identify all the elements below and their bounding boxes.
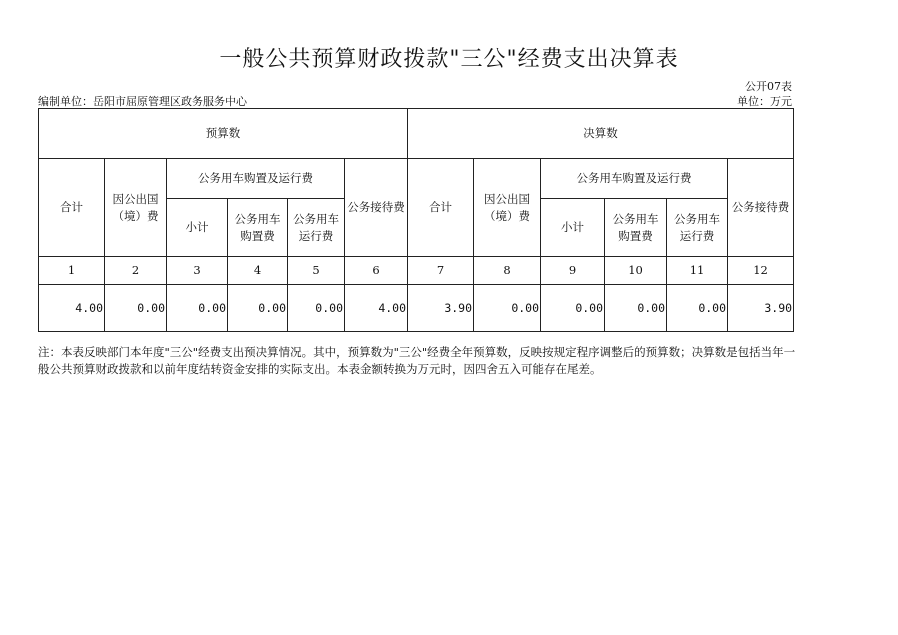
header-subtotal: 小计 [541, 199, 605, 257]
index-cell: 1 [39, 257, 105, 285]
value-cell: 0.00 [474, 285, 541, 332]
index-cell: 4 [228, 257, 288, 285]
index-cell: 5 [288, 257, 345, 285]
index-row [39, 257, 794, 285]
unit-label: 单位：万元 [737, 95, 792, 108]
index-cell: 7 [408, 257, 474, 285]
value-cell: 0.00 [541, 285, 605, 332]
index-cell: 6 [345, 257, 408, 285]
index-cell: 3 [167, 257, 228, 285]
header-vehicle-operation: 公务用车运行费 [667, 199, 728, 257]
value-cell: 0.00 [167, 285, 228, 332]
index-cell: 11 [667, 257, 728, 285]
value-cell: 0.00 [288, 285, 345, 332]
header-abroad: 因公出国（境）费 [105, 159, 167, 257]
value-cell: 3.90 [728, 285, 794, 332]
header-total: 合计 [408, 159, 474, 257]
header-vehicle-group: 公务用车购置及运行费 [541, 159, 728, 199]
header-vehicle-purchase: 公务用车购置费 [228, 199, 288, 257]
value-cell: 0.00 [228, 285, 288, 332]
header-reception: 公务接待费 [345, 159, 408, 257]
org-label: 编制单位：岳阳市屈原管理区政务服务中心 [38, 95, 247, 108]
header-vehicle-group: 公务用车购置及运行费 [167, 159, 345, 199]
page-title: 一般公共预算财政拨款"三公"经费支出决算表 [219, 47, 679, 72]
expenditure-table [38, 108, 794, 332]
header-vehicle-purchase: 公务用车购置费 [605, 199, 667, 257]
value-cell: 0.00 [605, 285, 667, 332]
form-code: 公开07表 [745, 80, 792, 93]
header-reception: 公务接待费 [728, 159, 794, 257]
value-cell: 4.00 [39, 285, 105, 332]
group-final: 决算数 [408, 109, 794, 159]
index-cell: 8 [474, 257, 541, 285]
value-row [39, 285, 794, 332]
column-header-row-1 [39, 159, 794, 199]
value-cell: 4.00 [345, 285, 408, 332]
header-abroad: 因公出国（境）费 [474, 159, 541, 257]
index-cell: 12 [728, 257, 794, 285]
value-cell: 0.00 [667, 285, 728, 332]
index-cell: 2 [105, 257, 167, 285]
index-cell: 10 [605, 257, 667, 285]
index-cell: 9 [541, 257, 605, 285]
value-cell: 3.90 [408, 285, 474, 332]
value-cell: 0.00 [105, 285, 167, 332]
group-budget: 预算数 [39, 109, 408, 159]
header-vehicle-operation: 公务用车运行费 [288, 199, 345, 257]
group-header-row [39, 109, 794, 159]
footnote: 注：本表反映部门本年度"三公"经费支出预决算情况。其中，预算数为"三公"经费全年预算数，反映按规定程序调整后的预算数；决算数是包括当年一般公共预算财政拨款和以前年度结转资金安排的实际支出。本表金额转换为万元时，因四舍五入可能存在尾差。 [38, 345, 796, 376]
header-subtotal: 小计 [167, 199, 228, 257]
header-total: 合计 [39, 159, 105, 257]
